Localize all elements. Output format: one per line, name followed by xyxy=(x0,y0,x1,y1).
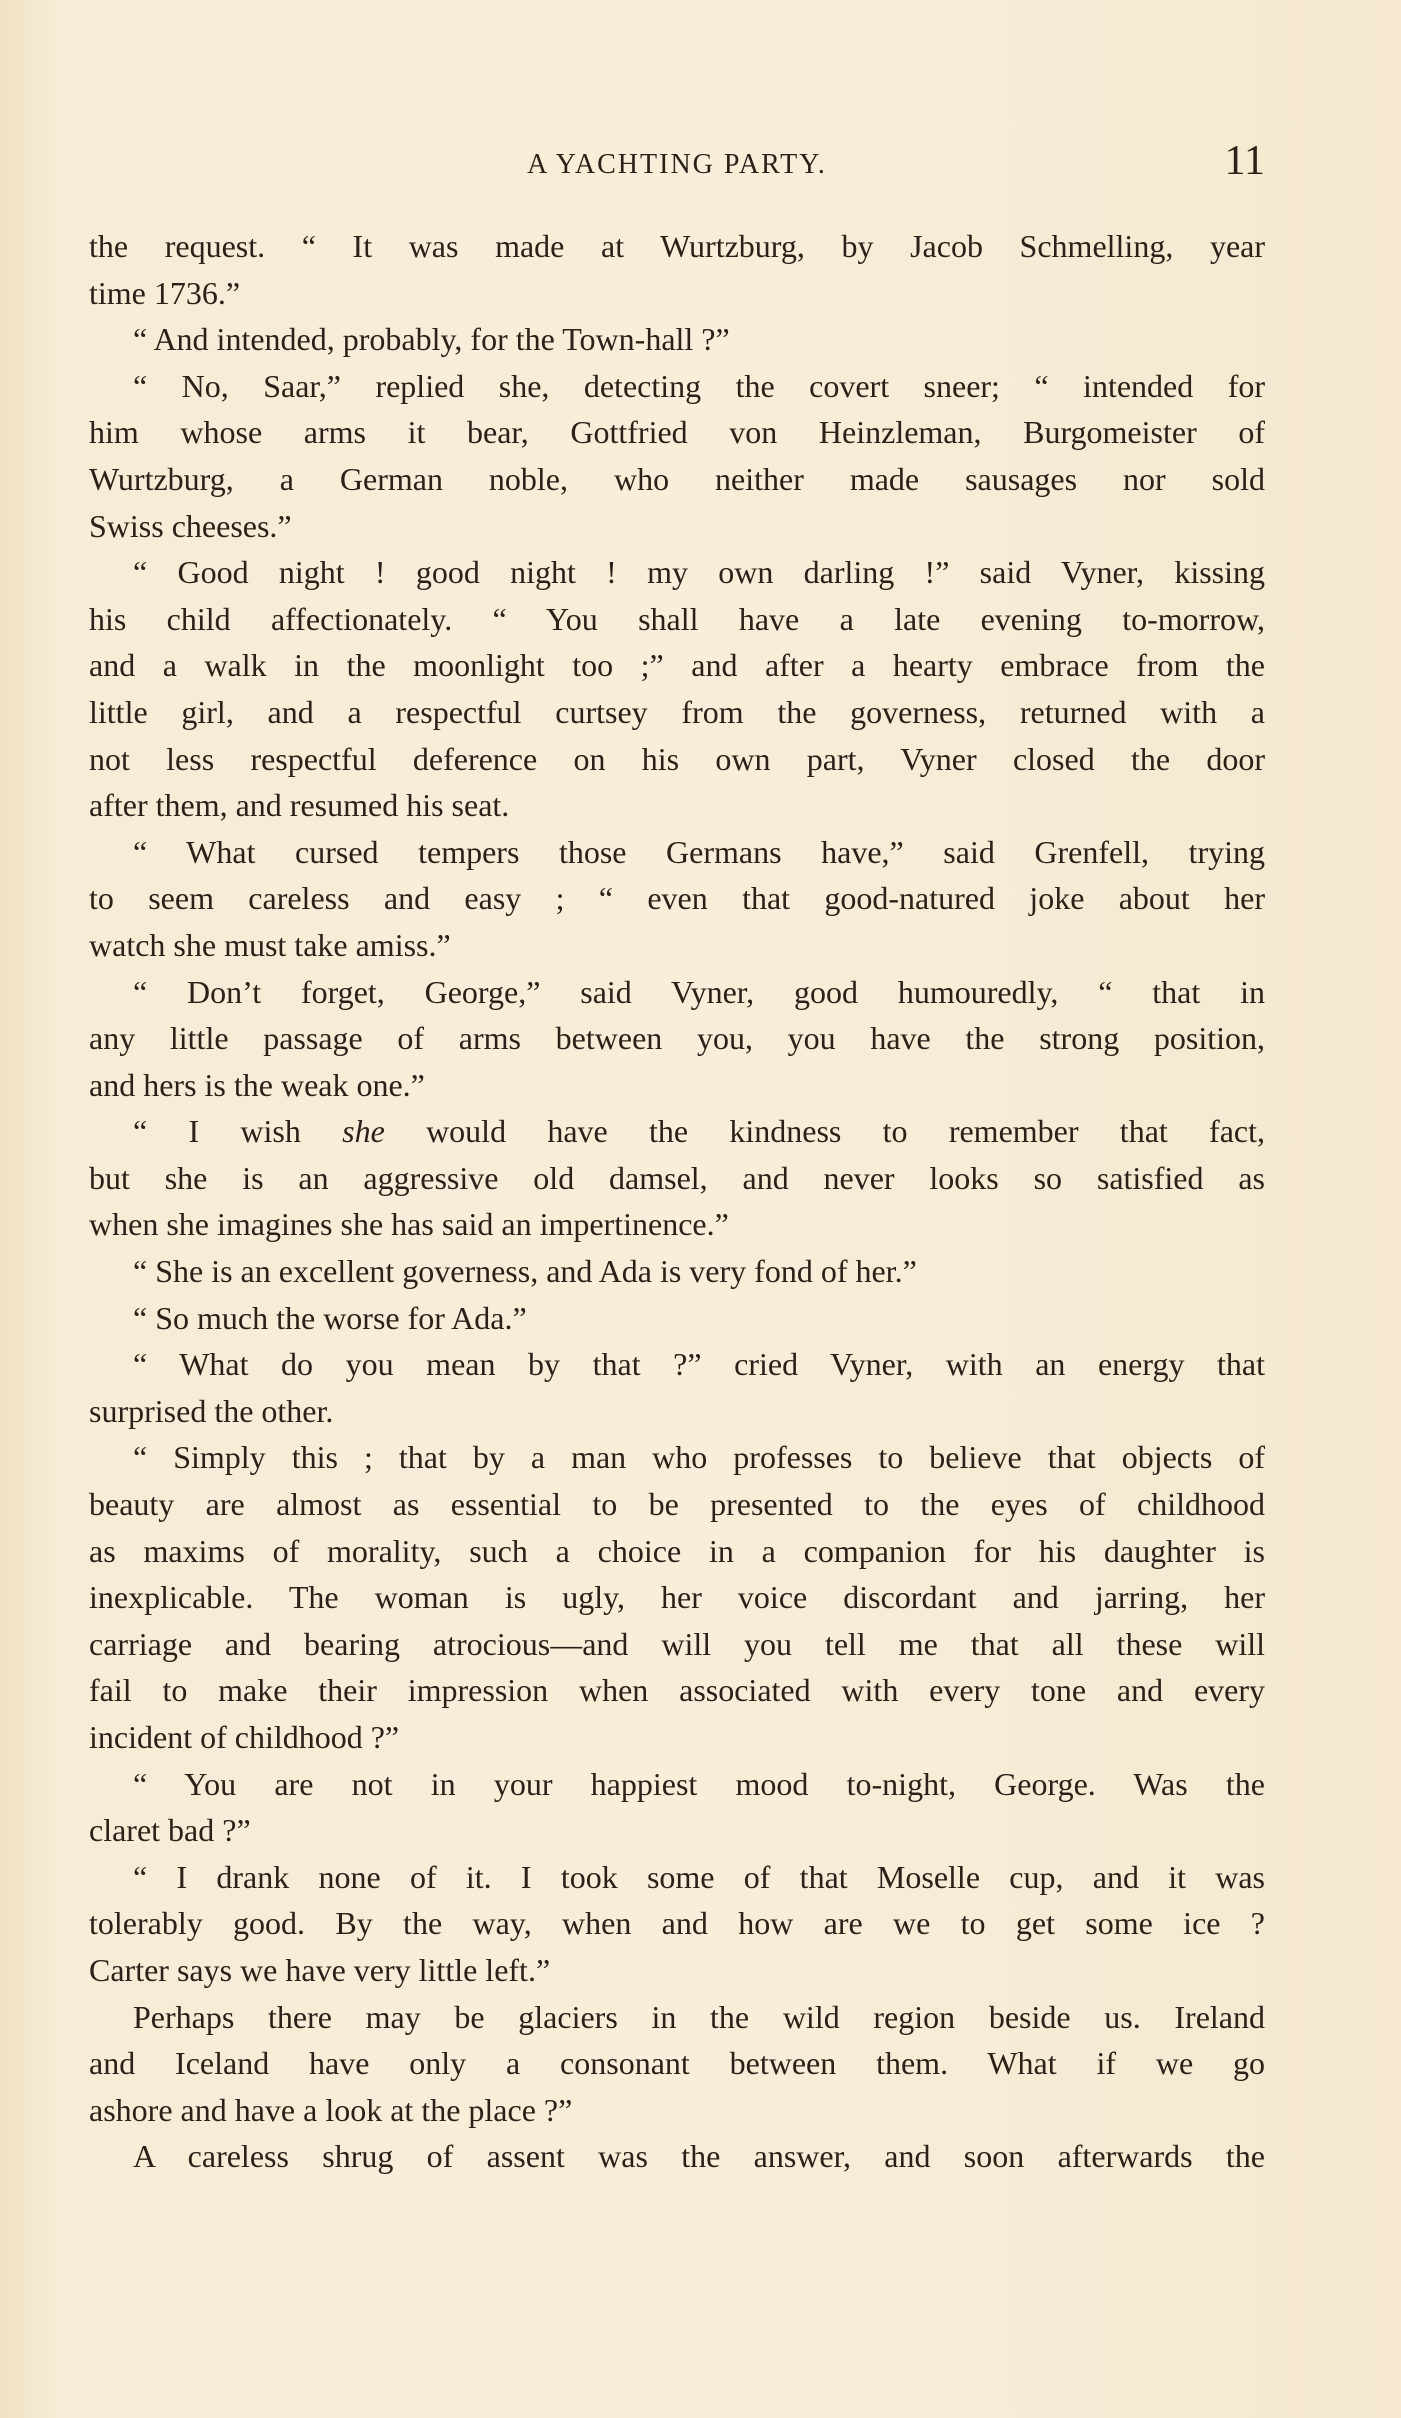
text-line: “ I drank none of it. I took some of that Moselle cup, and it was xyxy=(133,1858,1265,1895)
text-line: when she imagines she has said an impertinence.” xyxy=(89,1206,729,1243)
emphasis: she xyxy=(342,1113,385,1150)
text-line: to seem careless and easy ; “ even that good-natured joke about her xyxy=(89,880,1265,917)
text-line: the request. “ It was made at Wurtzburg, by Jacob Schmelling, year xyxy=(89,228,1265,264)
text-line: A careless shrug of assent was the answer, and soon afterwards the xyxy=(133,2138,1265,2175)
text-line: “ Good night ! good night ! my own darling !” said Vyner, kissing xyxy=(133,554,1265,591)
text-line: inexplicable. The woman is ugly, her voice discordant and jarring, her xyxy=(89,1579,1265,1616)
text-line: tolerably good. By the way, when and how are we to get some ice ? xyxy=(89,1905,1265,1942)
text-line: time 1736.” xyxy=(89,274,241,311)
text-line: Perhaps there may be glaciers in the wild region beside us. Ireland xyxy=(133,1998,1265,2035)
text-line: Carter says we have very little left.” xyxy=(89,1951,551,1988)
text-line: Swiss cheeses.” xyxy=(89,507,292,544)
text-line: surprised the other. xyxy=(89,1392,334,1429)
text-line: and a walk in the moonlight too ;” and after a hearty embrace from the xyxy=(89,647,1265,684)
text-line: “ She is an excellent governess, and Ada is very fond of her.” xyxy=(133,1253,917,1290)
text-line: after them, and resumed his seat. xyxy=(89,787,510,824)
text-line: little girl, and a respectful curtsey from the governess, returned with a xyxy=(89,693,1265,730)
text-line: ashore and have a look at the place ?” xyxy=(89,2091,573,2128)
text-line: “ No, Saar,” replied she, detecting the covert sneer; “ intended for xyxy=(133,367,1265,404)
text-line: “ Simply this ; that by a man who professes to believe that objects of xyxy=(133,1439,1265,1476)
text-line: but she is an aggressive old damsel, and never looks so satisfied as xyxy=(89,1159,1265,1196)
text-line: “ What do you mean by that ?” cried Vyner, with an energy that xyxy=(133,1346,1265,1383)
page-number: 11 xyxy=(1224,138,1265,184)
text-line: “ I wish she would have the kindness to remember that fact, xyxy=(133,1113,1265,1150)
text-line: him whose arms it bear, Gottfried von Heinzleman, Burgomeister of xyxy=(89,414,1265,451)
body-text xyxy=(89,223,1265,2180)
text-line: “ So much the worse for Ada.” xyxy=(133,1299,527,1336)
text-line: carriage and bearing atrocious—and will you tell me that all these will xyxy=(89,1625,1265,1662)
text-line: fail to make their impression when associated with every tone and every xyxy=(89,1672,1265,1709)
text-line: incident of childhood ?” xyxy=(89,1719,400,1755)
text-line: not less respectful deference on his own part, Vyner closed the door xyxy=(89,740,1265,777)
text-line: claret bad ?” xyxy=(89,1812,251,1849)
text-line: and hers is the weak one.” xyxy=(89,1066,425,1103)
text-line: his child affectionately. “ You shall have a late evening to-morrow, xyxy=(89,600,1265,637)
text-line: “ You are not in your happiest mood to-night, George. Was the xyxy=(133,1765,1265,1802)
text-line: “ Don’t forget, George,” said Vyner, good humouredly, “ that in xyxy=(133,973,1265,1010)
page-header xyxy=(89,138,1265,195)
text-line: beauty are almost as essential to be presented to the eyes of childhood xyxy=(89,1486,1265,1523)
text-line: Wurtzburg, a German noble, who neither made sausages nor sold xyxy=(89,460,1265,497)
running-title: A YACHTING PARTY. xyxy=(527,149,827,180)
text-line: as maxims of morality, such a choice in a companion for his daughter is xyxy=(89,1532,1265,1569)
text-line: and Iceland have only a consonant between them. What if we go xyxy=(89,2045,1265,2082)
text-line: watch she must take amiss.” xyxy=(89,926,451,963)
text-line: “ What cursed tempers those Germans have,” said Grenfell, trying xyxy=(133,833,1265,870)
text-line: any little passage of arms between you, you have the strong position, xyxy=(89,1020,1265,1057)
text-line: “ And intended, probably, for the Town-hall ?” xyxy=(133,321,730,358)
